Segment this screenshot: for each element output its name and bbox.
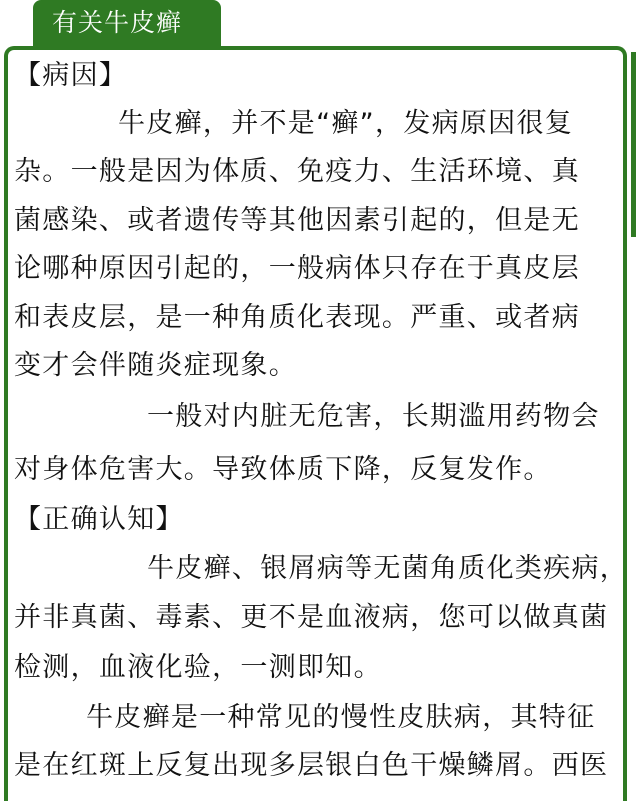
section-heading-correct-knowledge: 【正确认知】 — [14, 504, 184, 535]
text-line: 论哪种原因引起的，一般病体只存在于真皮层 — [14, 253, 580, 284]
text-line: 对身体危害大。导致体质下降，反复发作。 — [14, 454, 552, 485]
text-line: 并非真菌、毒素、更不是血液病，您可以做真菌 — [14, 602, 609, 633]
text-line: 牛皮癣是一种常见的慢性皮肤病，其特征 — [86, 702, 596, 733]
text-line: 菌感染、或者遗传等其他因素引起的，但是无 — [14, 205, 580, 236]
text-line: 和表皮层，是一种角质化表现。严重、或者病 — [14, 302, 580, 333]
text-line: 变才会伴随炎症现象。 — [14, 350, 297, 381]
text-line: 牛皮癣、银屑病等无菌角质化类疾病， — [147, 553, 629, 584]
text-line: 检测，血液化验，一测即知。 — [14, 652, 382, 683]
page-title: 有关牛皮癣 — [52, 8, 183, 37]
text-line: 杂。一般是因为体质、免疫力、生活环境、真 — [14, 156, 580, 187]
text-line: 牛皮癣，并不是“癣”，发病原因很复 — [118, 108, 574, 139]
panel-edge-accent — [631, 52, 636, 237]
text-line: 是在红斑上反复出现多层银白色干燥鳞屑。西医 — [14, 750, 609, 781]
section-heading-cause: 【病因】 — [14, 60, 128, 91]
text-line: 一般对内脏无危害，长期滥用药物会 — [147, 401, 600, 432]
